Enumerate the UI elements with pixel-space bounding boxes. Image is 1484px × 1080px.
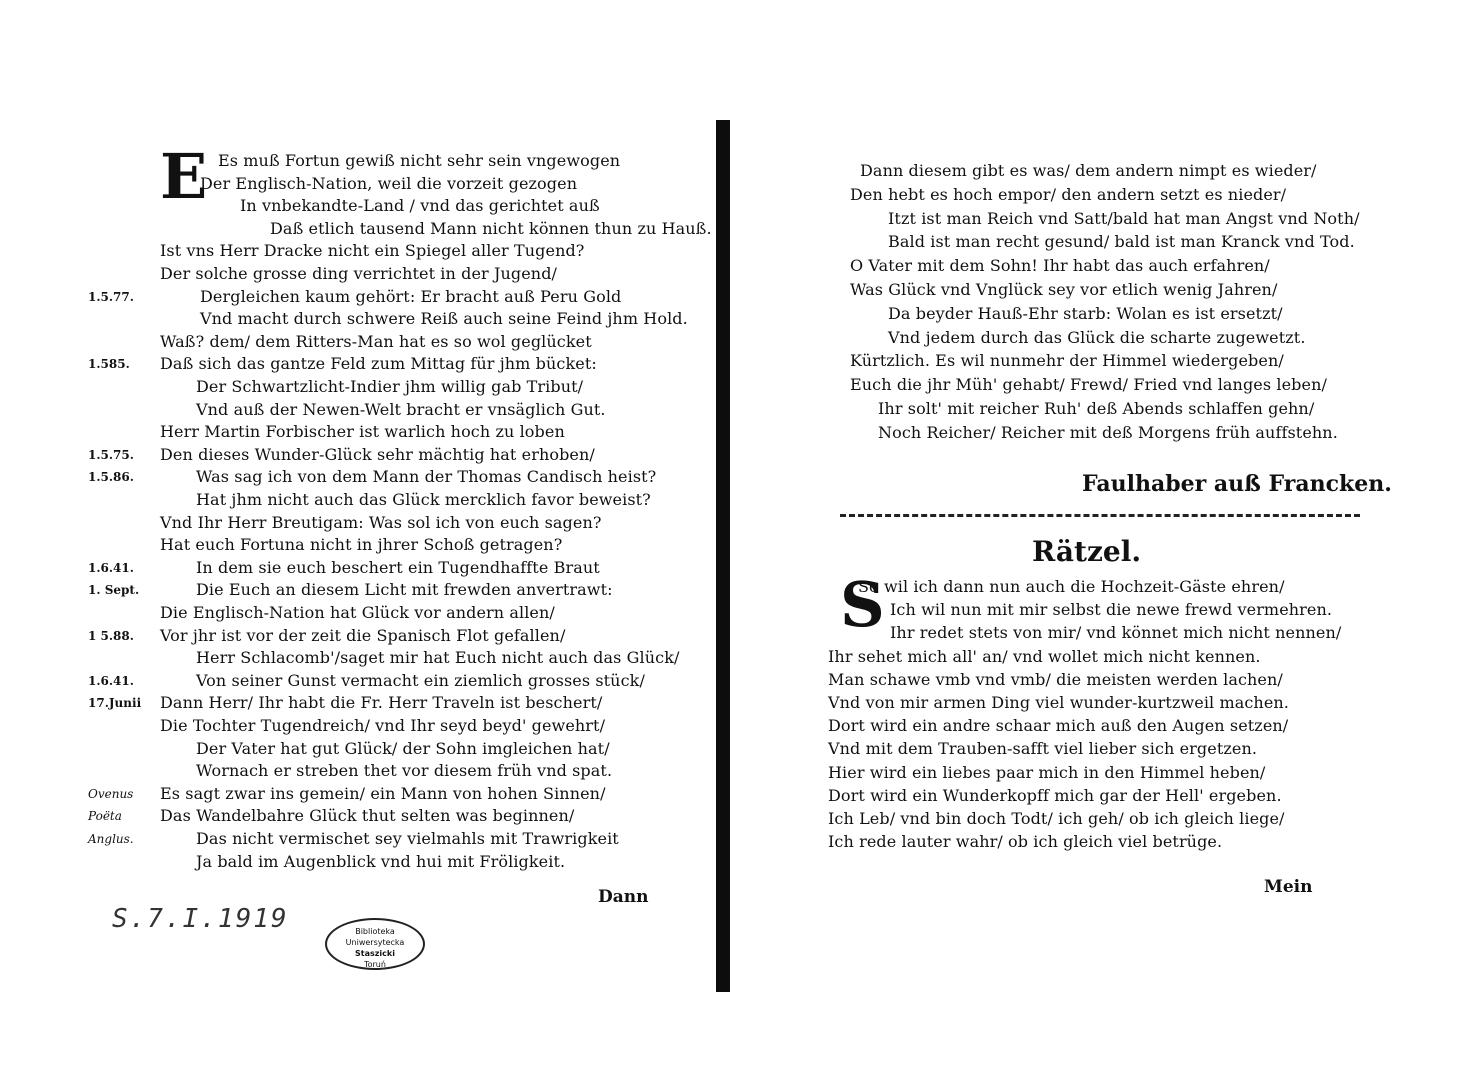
left-poem-line: Das nicht vermischet sey vielmahls mit Trawrigkeit	[196, 829, 619, 848]
riddle-line: Ich rede lauter wahr/ ob ich gleich viel betrüge.	[828, 832, 1223, 852]
right-poem-line: Was Glück vnd Vnglück sey vor etlich wenig Jahren/	[850, 280, 1278, 299]
left-poem-line: Der Schwartzlicht-Indier jhm willig gab Tribut/	[196, 377, 584, 396]
left-poem-line: Herr Martin Forbischer ist warlich hoch zu loben	[160, 422, 565, 442]
right-poem-line: Dann diesem gibt es was/ dem andern nimpt es wieder/	[860, 161, 1317, 180]
left-poem-line: Der solche grosse ding verrichtet in der Jugend/	[160, 264, 558, 283]
author-signature: Faulhaber auß Francken.	[1082, 471, 1392, 497]
left-poem-line: Ja bald im Augenblick vnd hui mit Fröligkeit.	[196, 851, 566, 871]
right-poem-line: Noch Reicher/ Reicher mit deß Morgens früh auffstehn.	[878, 422, 1338, 442]
left-poem-line: Der Vater hat gut Glück/ der Sohn imgleichen hat/	[196, 738, 610, 758]
right-poem-line: Itzt ist man Reich vnd Satt/bald hat man Angst vnd Noth/	[888, 208, 1360, 228]
riddle-line: Ihr redet stets von mir/ vnd könnet mich nicht nennen/	[890, 623, 1342, 643]
stamp-line-1: Biblioteka Uniwersytecka	[345, 927, 405, 947]
riddle-drop-cap: S	[840, 568, 885, 641]
right-poem-line: Euch die jhr Müh' gehabt/ Frewd/ Fried vnd langes leben/	[850, 375, 1327, 395]
left-poem-line: Vnd Ihr Herr Breutigam: Was sol ich von euch sagen?	[160, 512, 602, 532]
right-poem-line: O Vater mit dem Sohn! Ihr habt das auch erfahren/	[850, 256, 1270, 276]
right-poem-line: Den hebt es hoch empor/ den andern setzt es nieder/	[850, 184, 1287, 204]
left-poem-line: Daß etlich tausend Mann nicht können thun zu Hauß.	[270, 218, 712, 238]
left-poem-line: Vnd macht durch schwere Reiß auch seine Feind jhm Hold.	[200, 309, 688, 329]
left-poem-line: Der Englisch-Nation, weil die vorzeit gezogen	[200, 173, 578, 193]
right-poem-line: Da beyder Hauß-Ehr starb: Wolan es ist ersetzt/	[888, 303, 1283, 323]
left-poem-line: Das Wandelbahre Glück thut selten was beginnen/	[160, 806, 575, 826]
right-poem-line: Kürtzlich. Es wil nunmehr der Himmel wiedergeben/	[850, 351, 1284, 371]
left-poem-line: Wornach er streben thet vor diesem früh vnd spat.	[196, 761, 613, 781]
left-poem-line: Herr Schlacomb'/saget mir hat Euch nicht auch das Glück/	[196, 648, 680, 668]
left-poem-line: Hat euch Fortuna nicht in jhrer Schoß getragen?	[160, 535, 563, 555]
margin-note: 17.Junii	[88, 696, 142, 711]
stamp-line-3: Toruń	[364, 960, 386, 969]
left-poem-line: Ist vns Herr Dracke nicht ein Spiegel aller Tugend?	[160, 241, 585, 261]
right-poem-line: Ihr solt' mit reicher Ruh' deß Abends schlaffen gehn/	[878, 399, 1315, 418]
margin-note: 1. Sept.	[88, 583, 140, 598]
riddle-title: Rätzel.	[1032, 535, 1142, 568]
left-poem-line: Dann Herr/ Ihr habt die Fr. Herr Traveln ist beschert/	[160, 693, 603, 713]
left-poem-line: Vor jhr ist vor der zeit die Spanisch Flot gefallen/	[160, 625, 566, 645]
left-poem-line: Dergleichen kaum gehört: Er bracht auß Peru Gold	[200, 286, 622, 306]
left-poem-line: Die Englisch-Nation hat Glück vor andern allen/	[160, 603, 555, 622]
left-poem-line: Es sagt zwar ins gemein/ ein Mann von hohen Sinnen/	[160, 783, 606, 803]
right-poem-line: Bald ist man recht gesund/ bald ist man Kranck vnd Tod.	[888, 232, 1355, 252]
left-poem-line: Daß sich das gantze Feld zum Mittag für jhm bücket:	[160, 354, 597, 374]
margin-note: Anglus.	[88, 832, 134, 846]
left-poem-line: In vnbekandte-Land / vnd das gerichtet auß	[240, 196, 600, 216]
left-page	[0, 0, 715, 1080]
margin-note: 1.5.75.	[88, 447, 134, 462]
right-catchword: Mein	[1264, 877, 1313, 897]
margin-note: 1.5.77.	[88, 289, 134, 304]
riddle-line: Dort wird ein Wunderkopff mich gar der Hell' ergeben.	[828, 785, 1282, 805]
left-poem-line: Den dieses Wunder-Glück sehr mächtig hat erhoben/	[160, 444, 595, 464]
riddle-line: Ich Leb/ vnd bin doch Todt/ ich geh/ ob ich gleich liege/	[828, 809, 1285, 828]
margin-note: 1.6.41.	[88, 673, 134, 688]
margin-note: Ovenus	[88, 786, 134, 801]
margin-note: Poëta	[88, 809, 122, 824]
drop-cap-initial: E	[160, 140, 208, 213]
left-poem-line: Es muß Fortun gewiß nicht sehr sein vngewogen	[218, 151, 621, 170]
left-catchword: Dann	[598, 887, 649, 907]
riddle-line: Vnd mit dem Trauben-safft viel lieber sich ergetzen.	[828, 739, 1258, 759]
margin-note: 1.6.41.	[88, 560, 134, 575]
left-poem-line: Die Tochter Tugendreich/ vnd Ihr seyd beyd' gewehrt/	[160, 716, 606, 735]
handwritten-shelfmark: S.7.I.1919	[112, 904, 289, 934]
right-page	[740, 0, 1484, 1080]
left-poem-line: Vnd auß der Newen-Welt bracht er vnsäglich Gut.	[196, 399, 606, 419]
margin-note: 1.5.86.	[88, 470, 134, 485]
left-poem-line: Die Euch an diesem Licht mit frewden anvertrawt:	[196, 580, 613, 600]
right-poem-line: Vnd jedem durch das Glück die scharte zugewetzt.	[888, 327, 1306, 347]
left-poem-line: Waß? dem/ dem Ritters-Man hat es so wol geglücket	[160, 331, 592, 351]
left-poem-line: In dem sie euch beschert ein Tugendhaffte Braut	[196, 557, 600, 577]
stamp-line-2: Staszicki	[355, 949, 395, 958]
riddle-line: Ich wil nun mit mir selbst die newe frewd vermehren.	[890, 600, 1333, 620]
riddle-line: Ihr sehet mich all' an/ vnd wollet mich nicht kennen.	[828, 646, 1261, 666]
margin-note: 1 5.88.	[88, 628, 134, 643]
page-gutter	[716, 120, 730, 992]
left-poem-line: Hat jhm nicht auch das Glück mercklich favor beweist?	[196, 490, 651, 509]
margin-note: 1.585.	[88, 357, 130, 372]
riddle-line: So wil ich dann nun auch die Hochzeit-Gäste ehren/	[858, 577, 1285, 596]
riddle-line: Hier wird ein liebes paar mich in den Himmel heben/	[828, 762, 1266, 782]
left-poem-line: Von seiner Gunst vermacht ein ziemlich grosses stück/	[196, 670, 645, 690]
riddle-line: Vnd von mir armen Ding viel wunder-kurtzweil machen.	[828, 693, 1289, 712]
riddle-line: Man schawe vmb vnd vmb/ die meisten werden lachen/	[828, 669, 1283, 689]
left-poem-line: Was sag ich von dem Mann der Thomas Candisch heist?	[196, 467, 657, 487]
riddle-line: Dort wird ein andre schaar mich auß den Augen setzen/	[828, 716, 1289, 736]
section-divider	[840, 514, 1360, 517]
library-stamp	[325, 918, 425, 970]
